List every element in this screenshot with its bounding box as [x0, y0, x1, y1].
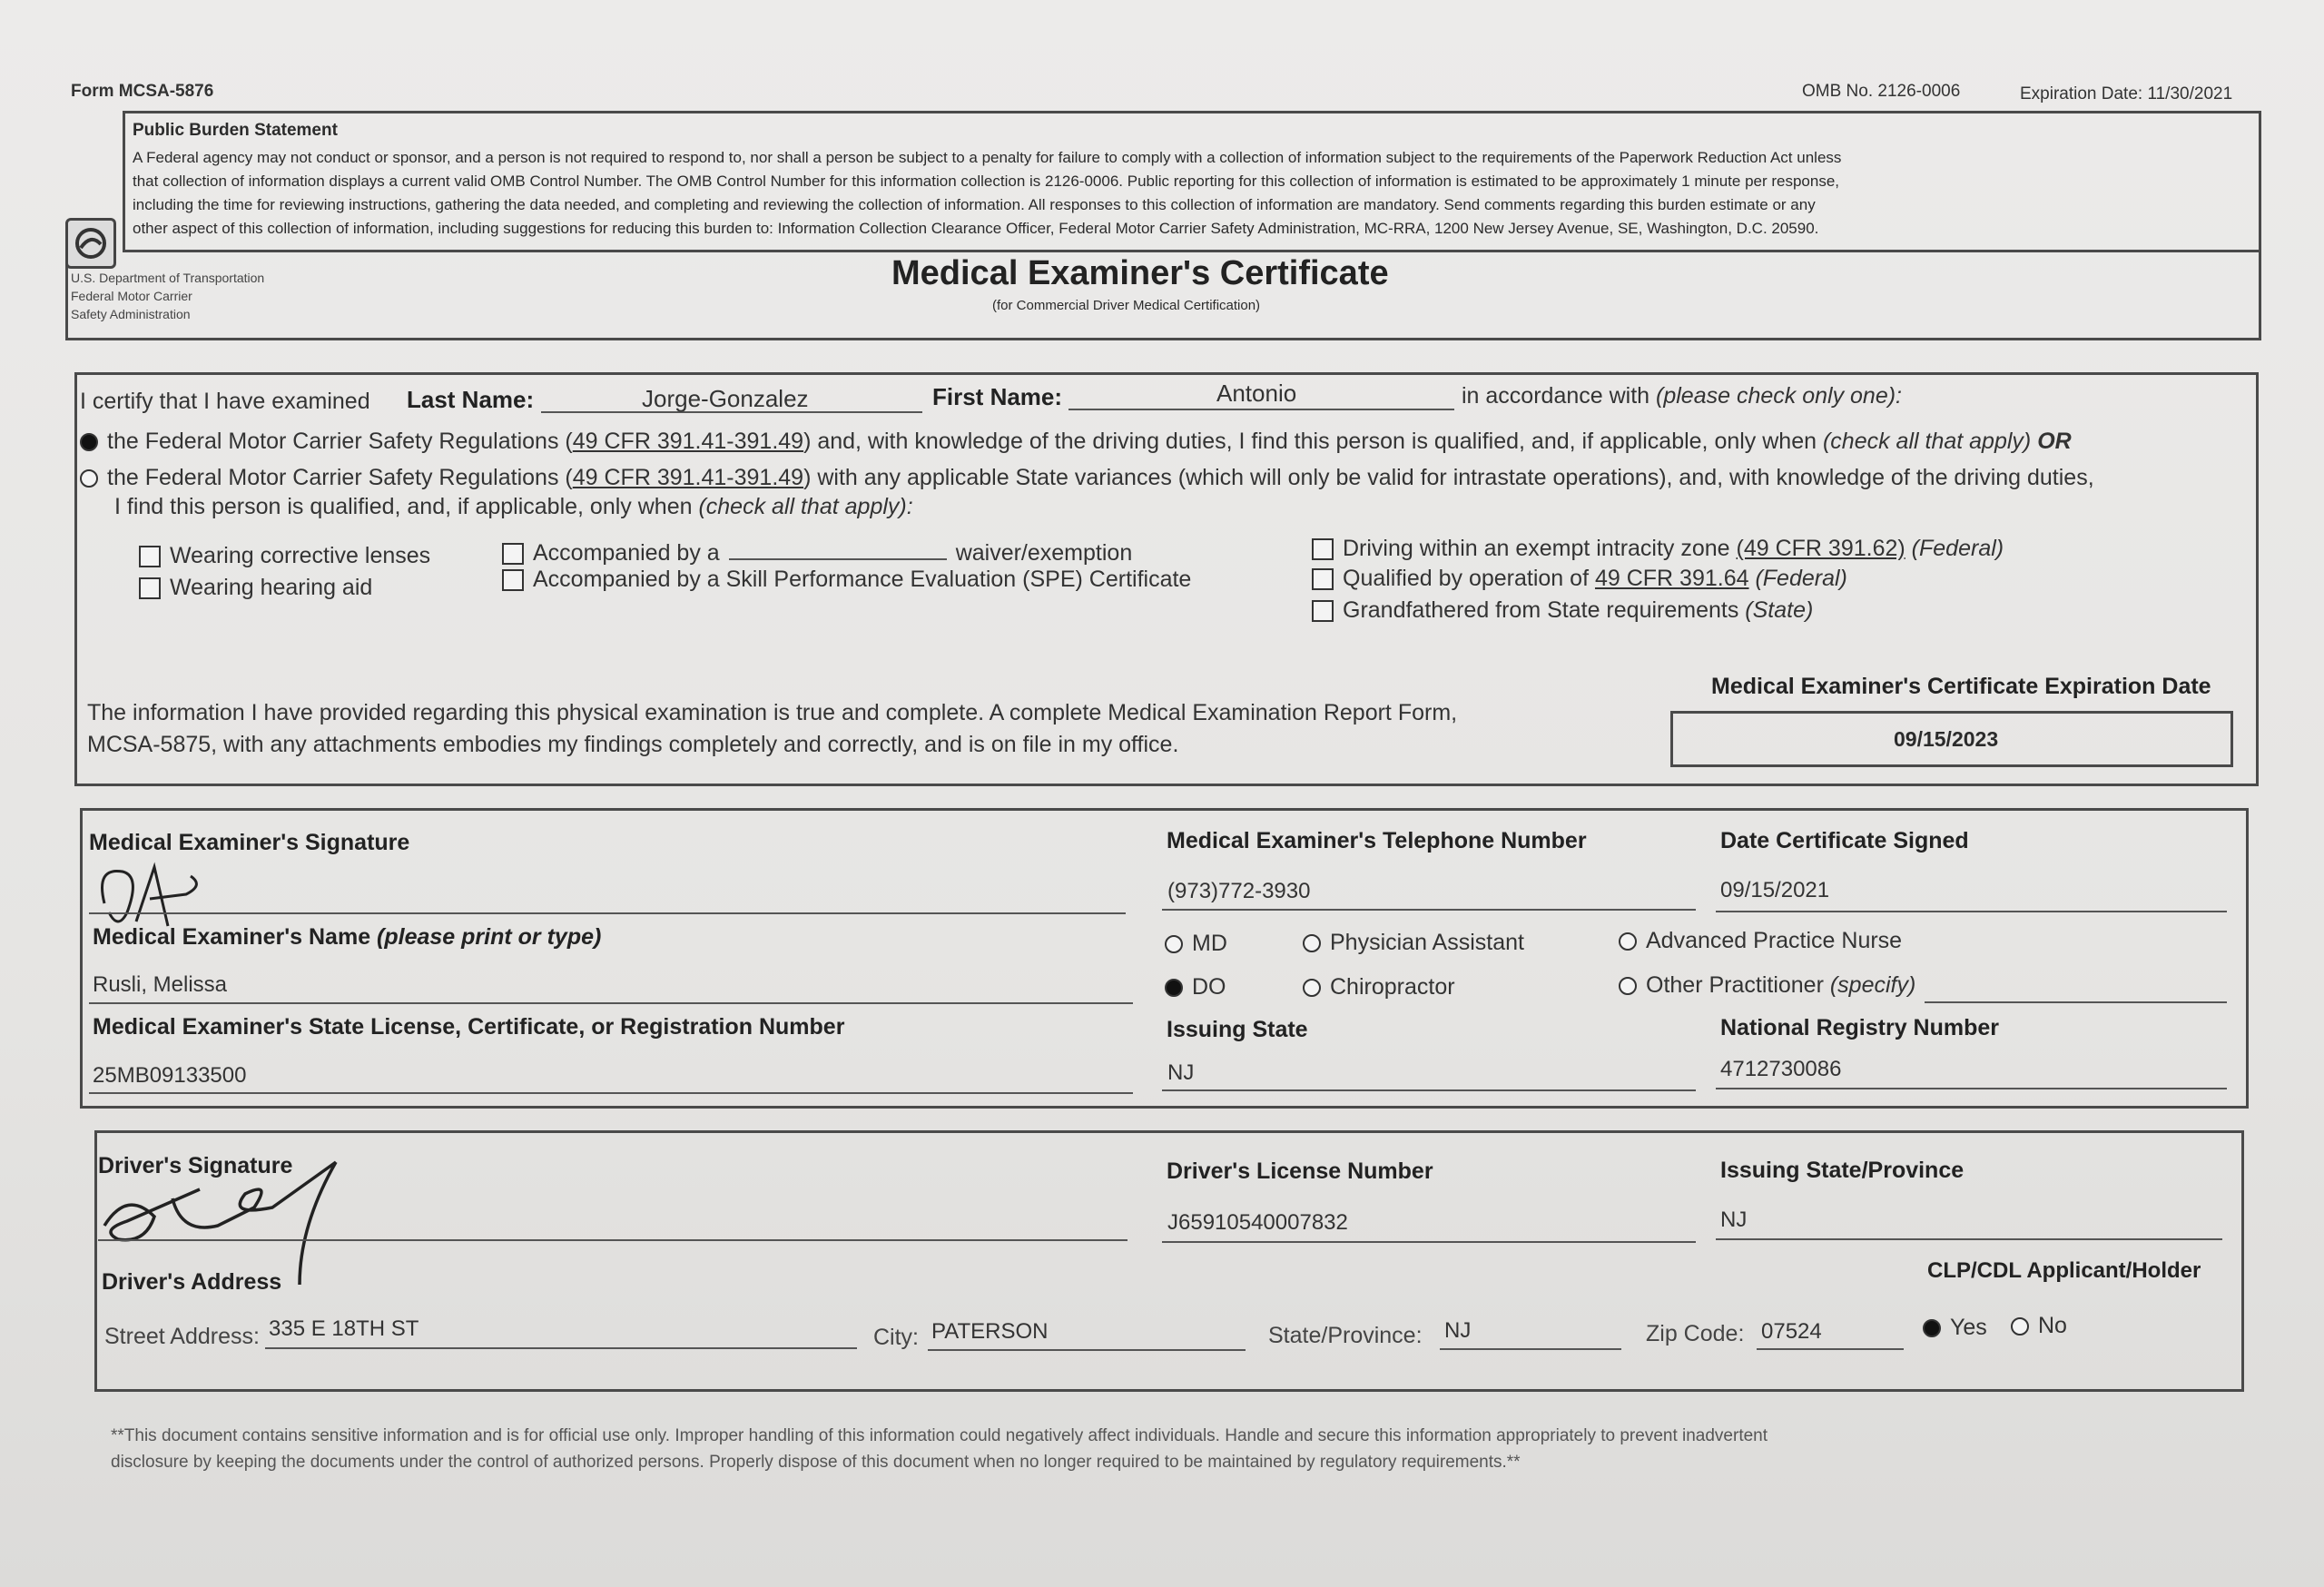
driver-license-label: Driver's License Number [1167, 1158, 1433, 1184]
expiration-label: Medical Examiner's Certificate Expiration Date [1711, 674, 2211, 699]
license-field[interactable]: 25MB09133500 [93, 1063, 247, 1088]
page-subtitle: (for Commercial Driver Medical Certification) [992, 298, 1261, 313]
street-label: Street Address: [104, 1324, 260, 1349]
cfr-link-1[interactable]: 49 CFR 391.41-391.49 [572, 429, 804, 454]
driver-state-label: Issuing State/Province [1720, 1158, 1965, 1183]
phone-label: Medical Examiner's Telephone Number [1167, 828, 1587, 853]
check-hearing: Wearing hearing aid [139, 575, 372, 601]
registry-field[interactable]: 4712730086 [1720, 1057, 1842, 1081]
cred-apn: Advanced Practice Nurse [1619, 928, 1902, 954]
dot-emblem-icon [68, 221, 113, 266]
driver-license-field[interactable]: J65910540007832 [1167, 1210, 1348, 1235]
accordance-text: in accordance with (please check only one): [1462, 383, 1902, 409]
clp-no-radio[interactable] [2011, 1317, 2029, 1336]
hearing-checkbox[interactable] [139, 577, 161, 599]
federal-regs-radio[interactable] [80, 433, 98, 451]
clp-cdl-label: CLP/CDL Applicant/Holder [1927, 1258, 2201, 1283]
page-title: Medical Examiner's Certificate [891, 254, 1389, 292]
clp-yes-radio[interactable] [1923, 1319, 1941, 1337]
other-radio[interactable] [1619, 977, 1637, 995]
registry-label: National Registry Number [1720, 1015, 2000, 1040]
do-radio[interactable] [1165, 979, 1183, 997]
option-federal: the Federal Motor Carrier Safety Regulations (49 CFR 391.41-391.49) and, with knowledge of the driving duties, I find this person is qualified, and, if applicable, only when (check all that apply) OR [80, 429, 2072, 455]
zip-label: Zip Code: [1646, 1321, 1745, 1346]
clp-yes: Yes [1923, 1315, 1987, 1341]
expiration-date: Expiration Date: 11/30/2021 [2020, 84, 2233, 104]
cfr-link-2[interactable]: 49 CFR 391.41-391.49 [572, 465, 804, 490]
burden-title: Public Burden Statement [133, 121, 338, 140]
check-qualified: Qualified by operation of 49 CFR 391.64 (Federal) [1312, 566, 1847, 592]
grandfathered-checkbox[interactable] [1312, 600, 1334, 622]
state-province-label: State/Province: [1268, 1323, 1423, 1348]
burden-statement-box [123, 111, 2261, 252]
first-name-field[interactable]: Antonio [1216, 380, 1297, 407]
omb-number: OMB No. 2126-0006 [1802, 82, 1961, 101]
option-state-variance: the Federal Motor Carrier Safety Regulations (49 CFR 391.41-391.49) with any applicable State variances (which will only be valid for intrastate operations), and, with knowledge of the driving duties, [80, 465, 2094, 491]
attestation-statement: The information I have provided regarding this physical examination is true and complete. A complete Medical Examination Report Form, MCSA-5875, with any attachments embodies my findings completely and correctly, and is on file in my office. [87, 700, 1458, 757]
state-variance-radio[interactable] [80, 469, 98, 488]
footer-disclaimer: **This document contains sensitive information and is for official use only. Improper handling of this information could negatively affect individuals. Handle and secure this information appropriately to prevent inadvertent disclosure by keeping the documents under the control of authorized persons. Properly dispose of this document when no longer required to be maintained by regulatory requirements.** [111, 1426, 1768, 1472]
date-signed-field[interactable]: 09/15/2021 [1720, 878, 1830, 902]
issuing-state-label: Issuing State [1167, 1017, 1308, 1042]
check-waiver: Accompanied by a waiver/exemption [502, 540, 1132, 567]
other-specify-field[interactable] [1925, 1001, 2227, 1003]
examiner-name-field[interactable]: Rusli, Melissa [93, 972, 228, 997]
driver-state-field[interactable]: NJ [1720, 1208, 1748, 1232]
zip-field[interactable]: 07524 [1761, 1319, 1822, 1344]
state-province-field[interactable]: NJ [1444, 1318, 1472, 1343]
form-id: Form MCSA-5876 [71, 82, 214, 101]
city-label: City: [873, 1325, 919, 1350]
intracity-checkbox[interactable] [1312, 538, 1334, 560]
cred-pa: Physician Assistant [1303, 930, 1524, 956]
check-lenses: Wearing corrective lenses [139, 543, 430, 569]
cred-chiro: Chiropractor [1303, 974, 1455, 1000]
apn-radio[interactable] [1619, 932, 1637, 951]
examiner-signature-label: Medical Examiner's Signature [89, 830, 410, 855]
option-state-variance-line2: I find this person is qualified, and, if applicable, only when (check all that apply): [114, 494, 913, 519]
pa-radio[interactable] [1303, 934, 1321, 952]
driver-signature-label: Driver's Signature [98, 1153, 293, 1178]
certify-intro: I certify that I have examined [80, 389, 370, 414]
last-name-field[interactable]: Jorge-Gonzalez [642, 385, 809, 412]
expiration-box [1670, 711, 2233, 767]
city-field[interactable]: PATERSON [931, 1319, 1049, 1344]
burden-text: A Federal agency may not conduct or sponsor, and a person is not required to respond to, nor shall a person be subject to a penalty for failure to comply with a collection of information subject to the requirements of the Paperwork Reduction Act unless that collection of information displays a current valid OMB Control Number. The OMB Control Number for this information collection is 2126-0006. Public reporting for this collection of information is estimated to be approximately 1 minute per response, including the time for reviewing instructions, gathering the data needed, and completing and reviewing the collection of information. All responses to this collection of information are mandatory. Send comments regarding this burden estimate or any other aspect of this collection of information, including suggestions for reducing this burden to: Information Collection Clearance Officer, Federal Motor Carrier Safety Administration, MC-RRA, 1200 New Jersey Avenue, SE, Washington, D.C. 20590. [133, 149, 1842, 237]
examiner-name-label: Medical Examiner's Name (please print or type) [93, 924, 602, 950]
qualified-checkbox[interactable] [1312, 568, 1334, 590]
cred-other: Other Practitioner (specify) [1619, 972, 1915, 999]
first-name-label: First Name: [932, 383, 1063, 410]
street-field[interactable]: 335 E 18TH ST [269, 1316, 419, 1341]
last-name-label: Last Name: [407, 386, 535, 413]
md-radio[interactable] [1165, 935, 1183, 953]
check-spe: Accompanied by a Skill Performance Evaluation (SPE) Certificate [502, 567, 1191, 593]
clp-no: No [2011, 1313, 2067, 1339]
dot-logo [65, 218, 116, 269]
lenses-checkbox[interactable] [139, 546, 161, 567]
phone-field[interactable]: (973)772-3930 [1167, 879, 1311, 903]
chiro-radio[interactable] [1303, 979, 1321, 997]
agency-name: U.S. Department of Transportation Federal Motor Carrier Safety Administration [71, 271, 265, 321]
issuing-state-field[interactable]: NJ [1167, 1060, 1195, 1085]
cred-md: MD [1165, 931, 1227, 957]
check-intracity: Driving within an exempt intracity zone (49 CFR 391.62) (Federal) [1312, 536, 2004, 562]
expiration-value[interactable]: 09/15/2023 [1894, 727, 1999, 751]
license-label: Medical Examiner's State License, Certificate, or Registration Number [93, 1014, 845, 1040]
check-grandfathered: Grandfathered from State requirements (State) [1312, 597, 1813, 624]
driver-address-label: Driver's Address [102, 1269, 282, 1295]
date-signed-label: Date Certificate Signed [1720, 828, 1969, 853]
spe-checkbox[interactable] [502, 569, 524, 591]
cred-do: DO [1165, 974, 1226, 1000]
waiver-checkbox[interactable] [502, 543, 524, 565]
